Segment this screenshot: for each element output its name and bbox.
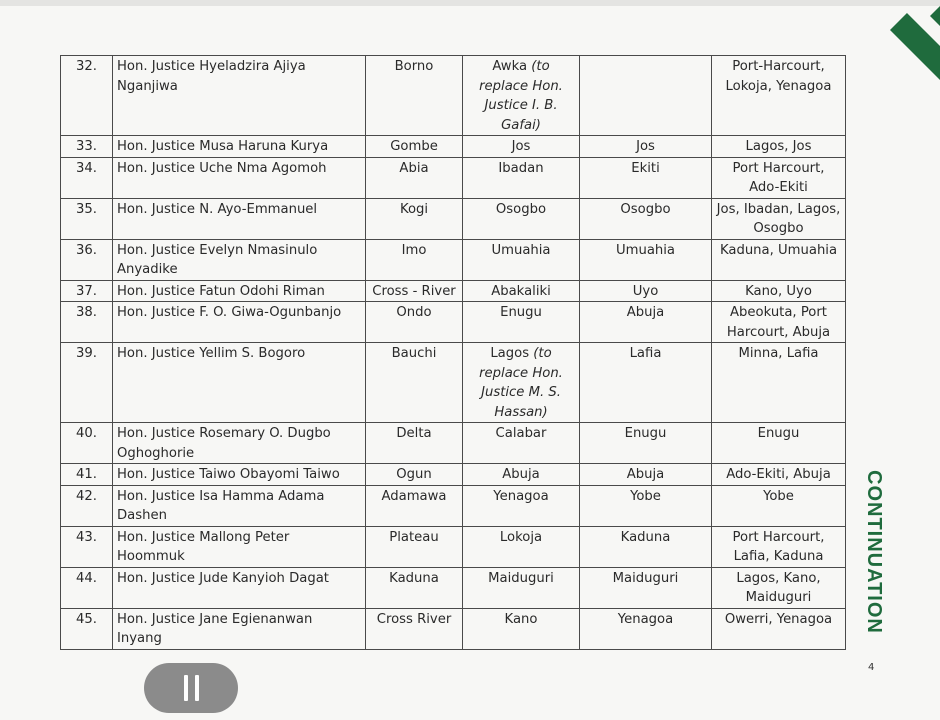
justice-name	[113, 343, 366, 423]
row-number	[61, 485, 113, 526]
justice-name-text: Hon. Justice Jude Kanyioh Dagat	[117, 570, 329, 586]
justice-name-text: Hon. Justice Hyeladzira Ajiya Nganjiwa	[117, 59, 306, 94]
posting-2-text: Maiduguri	[612, 570, 679, 586]
posting-3	[712, 343, 846, 423]
posting-2-text: Yobe	[630, 488, 661, 504]
state-of-origin	[366, 464, 463, 486]
row-number	[61, 464, 113, 486]
row-number	[61, 526, 113, 567]
state-of-origin-text: Gombe	[390, 139, 438, 154]
justice-name	[113, 423, 366, 464]
posting-2	[580, 423, 712, 464]
posting-2-text: Yenagoa	[617, 611, 674, 627]
row-number-text: 34.	[76, 160, 97, 176]
posting-2	[580, 157, 712, 198]
justice-name-text: Hon. Justice Mallong Peter Hoommuk	[117, 529, 290, 564]
row-number-text: 43.	[76, 529, 97, 545]
justice-name	[113, 464, 366, 486]
posting-1	[463, 198, 580, 239]
row-number	[61, 608, 113, 649]
row-number	[61, 239, 113, 280]
state-of-origin-text: Cross - River	[372, 283, 456, 299]
posting-3-text: Port-Harcourt, Lokoja, Yenagoa	[725, 59, 832, 94]
posting-2	[580, 608, 712, 649]
posting-3-text: Jos, Ibadan, Lagos, Osogbo	[716, 201, 841, 236]
justice-name	[113, 608, 366, 649]
posting-2	[580, 464, 712, 486]
posting-3	[712, 198, 846, 239]
posting-3-text: Owerri, Yenagoa	[724, 611, 833, 627]
posting-3-text: Lagos, Jos	[745, 139, 812, 154]
posting-2	[580, 567, 712, 608]
justice-name	[113, 526, 366, 567]
posting-3	[712, 302, 846, 343]
justice-name-text: Hon. Justice Musa Haruna Kurya	[117, 139, 329, 154]
posting-2	[580, 280, 712, 302]
table-row	[61, 239, 846, 280]
state-of-origin-text: Ondo	[396, 305, 432, 320]
posting-1-text: Kano	[504, 611, 538, 627]
table-row	[61, 56, 846, 136]
state-of-origin-text: Borno	[394, 59, 434, 74]
row-number-text: 42.	[76, 488, 97, 504]
posting-2	[580, 198, 712, 239]
posting-1	[463, 136, 580, 158]
posting-2-text: Uyo	[632, 283, 659, 299]
posting-2	[580, 526, 712, 567]
state-of-origin-text: Kaduna	[389, 570, 439, 586]
posting-1	[463, 608, 580, 649]
row-number-text: 37.	[76, 283, 97, 299]
state-of-origin	[366, 302, 463, 343]
row-number	[61, 198, 113, 239]
posting-3	[712, 567, 846, 608]
posting-2-text: Ekiti	[631, 160, 660, 176]
replacement-note: (to replace Hon. Justice M. S. Hassan)	[479, 346, 563, 420]
justice-name-text: Hon. Justice Isa Hamma Adama Dashen	[117, 488, 325, 523]
posting-1	[463, 485, 580, 526]
row-number-text: 39.	[76, 346, 97, 361]
justice-name-text: Hon. Justice Evelyn Nmasinulo Anyadike	[117, 242, 318, 277]
pause-button[interactable]	[144, 663, 238, 713]
posting-1-text: Enugu	[500, 305, 542, 320]
justice-name	[113, 198, 366, 239]
posting-3-text: Kano, Uyo	[745, 283, 812, 299]
state-of-origin-text: Kogi	[399, 201, 429, 217]
posting-3-text: Enugu	[757, 426, 800, 441]
posting-1-text: Osogbo	[495, 201, 547, 217]
posting-3	[712, 136, 846, 158]
pause-icon-bar	[195, 675, 199, 701]
table-row	[61, 464, 846, 486]
row-number-text: 45.	[76, 611, 97, 627]
table-row	[61, 485, 846, 526]
posting-1-text: Awka	[492, 59, 528, 74]
posting-3-text: Minna, Lafia	[738, 346, 819, 361]
posting-1	[463, 526, 580, 567]
row-number-text: 40.	[76, 426, 97, 441]
posting-3	[712, 423, 846, 464]
state-of-origin	[366, 239, 463, 280]
posting-3	[712, 280, 846, 302]
posting-1	[463, 464, 580, 486]
state-of-origin	[366, 157, 463, 198]
row-number-text: 44.	[76, 570, 97, 586]
row-number	[61, 302, 113, 343]
posting-2	[580, 343, 712, 423]
row-number-text: 32.	[76, 59, 97, 74]
posting-3	[712, 526, 846, 567]
posting-1	[463, 567, 580, 608]
posting-3	[712, 157, 846, 198]
row-number-text: 38.	[76, 305, 97, 320]
posting-3	[712, 56, 846, 136]
pause-icon-bar	[184, 675, 188, 701]
posting-2-text: Jos	[636, 139, 655, 154]
state-of-origin-text: Cross River	[376, 611, 452, 627]
posting-1-text: Lokoja	[499, 529, 543, 545]
posting-3	[712, 485, 846, 526]
state-of-origin-text: Bauchi	[391, 346, 437, 361]
state-of-origin	[366, 198, 463, 239]
posting-2-text: Lafia	[629, 346, 662, 361]
posting-2	[580, 239, 712, 280]
posting-2	[580, 136, 712, 158]
row-number	[61, 280, 113, 302]
posting-1-text: Abakaliki	[491, 283, 551, 299]
state-of-origin	[366, 485, 463, 526]
posting-1	[463, 239, 580, 280]
justice-name	[113, 136, 366, 158]
state-of-origin	[366, 526, 463, 567]
posting-3-text: Kaduna, Umuahia	[719, 242, 838, 258]
posting-3	[712, 464, 846, 486]
posting-3-text: Ado-Ekiti, Abuja	[726, 467, 831, 482]
side-title: CONTINUATION	[863, 470, 885, 634]
posting-2-text: Abuja	[626, 305, 665, 320]
posting-1-text: Umuahia	[491, 242, 551, 258]
justice-name	[113, 239, 366, 280]
state-of-origin-text: Abia	[399, 160, 429, 176]
posting-3-text: Yobe	[763, 488, 794, 504]
justice-name	[113, 567, 366, 608]
posting-2	[580, 485, 712, 526]
posting-3	[712, 239, 846, 280]
table-row	[61, 343, 846, 423]
table-row	[61, 157, 846, 198]
replacement-note: (to replace Hon. Justice I. B. Gafai)	[479, 59, 563, 133]
posting-2	[580, 56, 712, 136]
justice-name-text: Hon. Justice Fatun Odohi Riman	[117, 283, 325, 299]
row-number-text: 35.	[76, 201, 97, 217]
state-of-origin-text: Delta	[396, 426, 432, 441]
state-of-origin-text: Adamawa	[381, 488, 447, 504]
posting-1-text: Jos	[511, 139, 531, 154]
state-of-origin	[366, 567, 463, 608]
row-number	[61, 567, 113, 608]
corner-stripe	[890, 13, 940, 190]
table-row	[61, 302, 846, 343]
posting-1-text: Abuja	[502, 467, 540, 482]
posting-1-text: Ibadan	[498, 160, 544, 176]
justice-name-text: Hon. Justice Jane Egienanwan Inyang	[117, 611, 313, 646]
state-of-origin-text: Imo	[401, 242, 427, 258]
state-of-origin	[366, 343, 463, 423]
row-number-text: 36.	[76, 242, 97, 258]
posting-1	[463, 423, 580, 464]
state-of-origin-text: Ogun	[396, 467, 432, 482]
table-row	[61, 423, 846, 464]
posting-2-text: Enugu	[624, 426, 667, 441]
posting-1	[463, 280, 580, 302]
justice-name	[113, 56, 366, 136]
posting-3-text: Port Harcourt, Lafia, Kaduna	[732, 529, 825, 564]
posting-2-text: Umuahia	[615, 242, 676, 258]
state-of-origin-text: Plateau	[389, 529, 439, 545]
justice-name-text: Hon. Justice F. O. Giwa-Ogunbanjo	[117, 305, 342, 320]
row-number-text: 33.	[76, 139, 97, 154]
page-number: 4	[868, 662, 875, 673]
row-number	[61, 136, 113, 158]
justice-name	[113, 157, 366, 198]
posting-2	[580, 302, 712, 343]
posting-1-text: Calabar	[495, 426, 547, 441]
row-number	[61, 56, 113, 136]
justice-name	[113, 302, 366, 343]
posting-3-text: Port Harcourt, Ado-Ekiti	[732, 160, 825, 195]
posting-1	[463, 302, 580, 343]
table-row	[61, 198, 846, 239]
justice-name	[113, 280, 366, 302]
state-of-origin	[366, 136, 463, 158]
corner-stripe	[930, 0, 940, 190]
justice-name-text: Hon. Justice Yellim S. Bogoro	[117, 346, 306, 361]
table-row	[61, 608, 846, 649]
posting-3-text: Lagos, Kano, Maiduguri	[736, 570, 821, 605]
table-row	[61, 526, 846, 567]
row-number	[61, 157, 113, 198]
state-of-origin	[366, 280, 463, 302]
posting-1	[463, 157, 580, 198]
state-of-origin	[366, 56, 463, 136]
row-number	[61, 343, 113, 423]
justice-name-text: Hon. Justice Rosemary O. Dugbo Oghoghorie	[117, 426, 331, 461]
table-row	[61, 280, 846, 302]
posting-2-text: Osogbo	[620, 201, 671, 217]
posting-1-text: Lagos	[490, 346, 530, 361]
row-number-text: 41.	[76, 467, 97, 482]
state-of-origin	[366, 423, 463, 464]
state-of-origin	[366, 608, 463, 649]
posting-1	[463, 343, 580, 423]
posting-2-text: Abuja	[626, 467, 665, 482]
posting-3	[712, 608, 846, 649]
table-row	[61, 567, 846, 608]
posting-1-text: Yenagoa	[493, 488, 549, 504]
posting-3-text: Abeokuta, Port Harcourt, Abuja	[726, 305, 831, 340]
posting-2-text: Kaduna	[620, 529, 671, 545]
table-row	[61, 136, 846, 158]
posting-1-text: Maiduguri	[488, 570, 554, 586]
posting-1	[463, 56, 580, 136]
justice-name	[113, 485, 366, 526]
justices-table	[60, 55, 846, 650]
justice-name-text: Hon. Justice Taiwo Obayomi Taiwo	[117, 467, 340, 482]
justice-name-text: Hon. Justice N. Ayo-Emmanuel	[117, 201, 318, 217]
justice-name-text: Hon. Justice Uche Nma Agomoh	[117, 160, 327, 176]
row-number	[61, 423, 113, 464]
